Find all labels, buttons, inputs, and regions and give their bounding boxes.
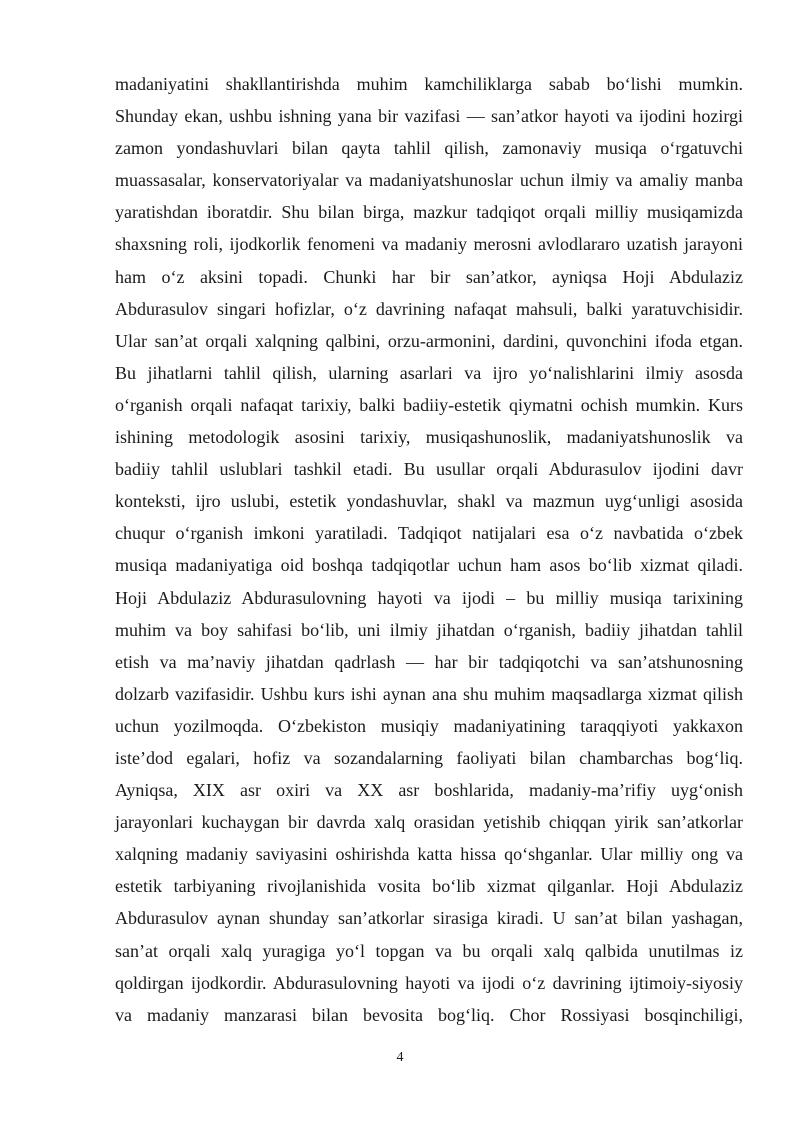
text-line: Abdurasulov singari hofizlar, oʻz davrining nafaqat mahsuli, balki yaratuvchisidir. bbox=[115, 298, 743, 319]
text-line: oʻrganish orqali nafaqat tarixiy, balki badiiy-estetik qiymatni ochish mumkin. Kurs bbox=[115, 394, 743, 415]
text-line: yaratishdan iboratdir. Shu bilan birga, mazkur tadqiqot orqali milliy musiqamizda bbox=[115, 202, 743, 223]
text-line: jarayonlari kuchaygan bir davrda xalq orasidan yetishib chiqqan yirik san’atkorlar bbox=[115, 812, 743, 833]
text-line: estetik tarbiyaning rivojlanishida vosita boʻlib xizmat qilganlar. Hoji Abdulaziz bbox=[115, 876, 743, 897]
text-line: ham oʻz aksini topadi. Chunki har bir san’atkor, ayniqsa Hoji Abdulaziz bbox=[115, 266, 743, 287]
text-line: madaniyatini shakllantirishda muhim kamchiliklarga sabab boʻlishi mumkin. bbox=[115, 74, 743, 94]
text-line: konteksti, ijro uslubi, estetik yondashuvlar, shakl va mazmun uygʻunligi asosida bbox=[115, 491, 743, 512]
page-number: 4 bbox=[396, 1050, 404, 1065]
text-line: san’at orqali xalq yuragiga yoʻl topgan va bu orqali xalq qalbida unutilmas iz bbox=[115, 940, 743, 961]
text-line: chuqur oʻrganish imkoni yaratiladi. Tadqiqot natijalari esa oʻz navbatida oʻzbek bbox=[115, 523, 743, 544]
text-line: Bu jihatlarni tahlil qilish, ularning asarlari va ijro yoʻnalishlarini ilmiy asosda bbox=[115, 362, 743, 383]
text-line: shaxsning roli, ijodkorlik fenomeni va madaniy merosni avlodlararo uzatish jarayoni bbox=[115, 234, 743, 255]
text-line: musiqa madaniyatiga oid boshqa tadqiqotlar uchun ham asos boʻlib xizmat qiladi. bbox=[115, 555, 743, 576]
text-line: badiiy tahlil uslublari tashkil etadi. Bu usullar orqali Abdurasulov ijodini davr bbox=[115, 459, 743, 480]
text-line: xalqning madaniy saviyasini oshirishda katta hissa qoʻshganlar. Ular milliy ong va bbox=[115, 844, 743, 865]
text-line: muhim va boy sahifasi boʻlib, uni ilmiy jihatdan oʻrganish, badiiy jihatdan tahlil bbox=[115, 619, 743, 640]
text-line: ishining metodologik asosini tarixiy, musiqashunoslik, madaniyatshunoslik va bbox=[115, 427, 743, 448]
text-line: iste’dod egalari, hofiz va sozandalarning faoliyati bilan chambarchas bogʻliq. bbox=[115, 747, 743, 768]
text-line: zamon yondashuvlari bilan qayta tahlil qilish, zamonaviy musiqa oʻrgatuvchi bbox=[115, 138, 743, 159]
text-line: Ayniqsa, XIX asr oxiri va XX asr boshlarida, madaniy-ma’rifiy uygʻonish bbox=[115, 780, 743, 801]
text-line: Hoji Abdulaziz Abdurasulovning hayoti va ijodi – bu milliy musiqa tarixining bbox=[115, 587, 743, 608]
body-text bbox=[115, 68, 743, 1031]
text-line: va madaniy manzarasi bilan bevosita bogʻliq. Chor Rossiyasi bosqinchiligi, bbox=[115, 1004, 743, 1025]
text-line: etish va ma’naviy jihatdan qadrlash — har bir tadqiqotchi va san’atshunosning bbox=[115, 651, 743, 672]
text-line: Shunday ekan, ushbu ishning yana bir vazifasi — san’atkor hayoti va ijodini hozirgi bbox=[115, 106, 743, 127]
text-line: uchun yozilmoqda. Oʻzbekiston musiqiy madaniyatining taraqqiyoti yakkaxon bbox=[115, 715, 743, 736]
text-line: Abdurasulov aynan shunday san’atkorlar sirasiga kiradi. U san’at bilan yashagan, bbox=[115, 908, 743, 929]
text-line: dolzarb vazifasidir. Ushbu kurs ishi aynan ana shu muhim maqsadlarga xizmat qilish bbox=[115, 683, 743, 704]
text-line: Ular san’at orqali xalqning qalbini, orzu-armonini, dardini, quvonchini ifoda etgan. bbox=[115, 330, 743, 351]
text-line: qoldirgan ijodkordir. Abdurasulovning hayoti va ijodi oʻz davrining ijtimoiy-siyosiy bbox=[115, 972, 743, 993]
text-line: muassasalar, konservatoriyalar va madaniyatshunoslar uchun ilmiy va amaliy manba bbox=[115, 170, 743, 191]
